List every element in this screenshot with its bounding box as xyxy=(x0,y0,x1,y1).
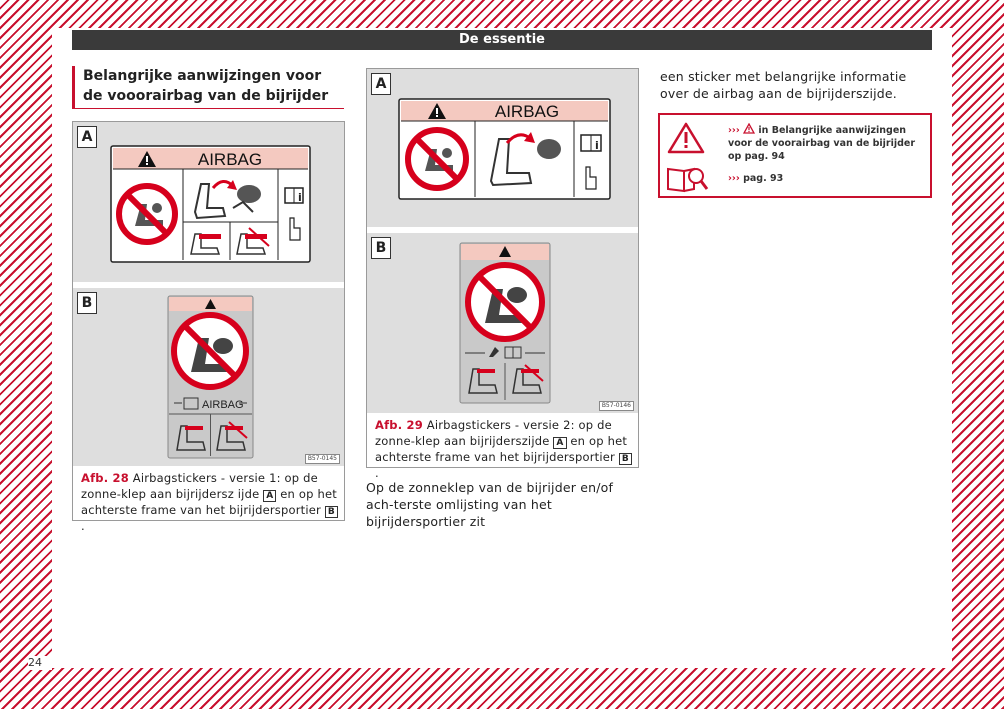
figure-28-panel-a xyxy=(73,122,344,282)
ref-a-box: A xyxy=(263,490,276,502)
panel-label-b: B xyxy=(371,237,391,259)
ref-b-box: B xyxy=(619,453,632,465)
svg-text:i: i xyxy=(595,139,599,152)
panel-label-b: B xyxy=(77,292,97,314)
sticker-a-title: AIRBAG xyxy=(494,102,560,121)
panel-label-a: A xyxy=(371,73,391,95)
page-reference[interactable]: ››› pag. 93 xyxy=(728,173,784,184)
figure-28-caption: Afb. 28 Airbagstickers - versie 1: op de zonne-klep aan bijrijdersz ijde A en op het achterste frame van het bijrijdersportier B. xyxy=(81,471,337,533)
body-text-col2: Op de zonneklep van de bijrijder en/of ach-terste omlijsting van het bijrijdersportier zit xyxy=(366,480,614,529)
sticker-b-label: AIRBAG xyxy=(202,399,244,411)
ref-b-box: B xyxy=(325,506,338,518)
ref-a-box: A xyxy=(553,437,566,449)
notice-box xyxy=(658,113,932,198)
caption-label: Afb. 29 xyxy=(375,418,423,432)
figure-29-panel-b xyxy=(367,233,638,413)
page-banner: De essentie xyxy=(72,30,932,50)
figure-code: B57-0145 xyxy=(305,454,340,464)
warning-small-icon xyxy=(743,123,755,134)
figure-29-panel-a xyxy=(367,69,638,227)
caption-label: Afb. 28 xyxy=(81,471,129,485)
svg-text:i: i xyxy=(298,191,302,204)
sticker-v2-sunvisor-image xyxy=(367,69,638,227)
section-heading: Belangrijke aanwijzingen voor de vooorairbag van de bijrijder xyxy=(72,66,344,109)
page-number: 24 xyxy=(28,656,52,670)
figure-28-panel-b xyxy=(73,288,344,466)
figure-29-caption: Afb. 29 Airbagstickers - versie 2: op de zonne-klep aan bijrijderszijde A en op het achterste frame van het bijrijdersportier B. xyxy=(375,417,633,481)
figure-code: B57-0146 xyxy=(599,401,634,411)
body-text-col3: een sticker met belangrijke informatie over de airbag aan de bijrijderszijde. xyxy=(660,69,907,101)
figure-29 xyxy=(366,68,639,480)
sticker-v2-door-image xyxy=(367,233,638,413)
sticker-v1-sunvisor-image xyxy=(73,122,344,282)
warning-reference[interactable]: ››› in Belangrijke aanwijzingen voor de voorairbag van de bijrijder op pag. 94 xyxy=(728,125,916,162)
sticker-a-title: AIRBAG xyxy=(197,150,263,169)
sticker-v1-door-image xyxy=(73,288,344,466)
panel-label-a: A xyxy=(77,126,97,148)
figure-28 xyxy=(72,121,345,533)
